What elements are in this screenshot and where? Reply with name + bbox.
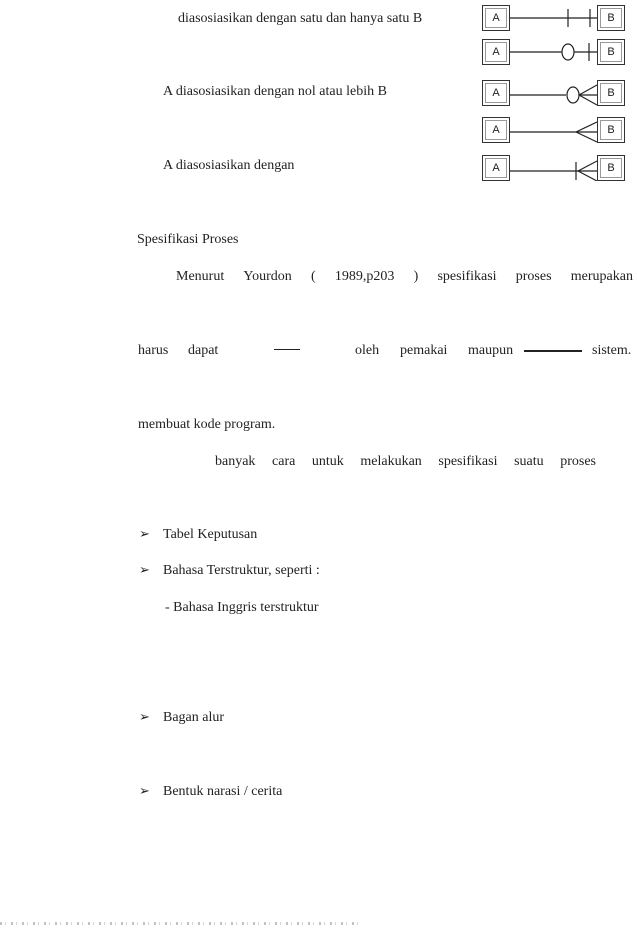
list-item-bagan-alur: Bagan alur — [163, 710, 225, 725]
word: spesifikasi — [437, 269, 497, 284]
word: dapat — [188, 343, 219, 358]
relation-text-one-one: diasosiasikan dengan satu dan hanya satu B — [178, 11, 423, 26]
word: sistem. — [592, 343, 632, 358]
entity-a-label: A — [492, 46, 500, 58]
many-connector — [510, 117, 597, 143]
word: spesifikasi — [438, 454, 498, 469]
entity-b-box — [597, 117, 625, 143]
entity-b-label: B — [607, 46, 615, 58]
entity-a-label: A — [492, 12, 500, 24]
word: pemakai — [400, 343, 448, 358]
entity-b-box — [597, 5, 625, 31]
relation-text-zero-many: A diasosiasikan dengan nol atau lebih B — [163, 84, 387, 99]
entity-b-box — [597, 39, 625, 65]
word: 1989,p203 — [334, 269, 395, 284]
word: banyak — [215, 454, 256, 469]
word: Menurut — [176, 269, 225, 284]
entity-a-box — [482, 5, 510, 31]
entity-a-box — [482, 80, 510, 106]
list-item-bahasa-terstruktur: Bahasa Terstruktur, seperti : — [163, 563, 320, 578]
paragraph-line-3: membuat kode program. — [138, 417, 276, 432]
word: cara — [272, 454, 296, 469]
entity-a-box — [482, 117, 510, 143]
entity-a-label: A — [492, 162, 500, 174]
entity-b-box — [597, 80, 625, 106]
entity-b-label: B — [607, 124, 615, 136]
section-heading: Spesifikasi Proses — [137, 232, 239, 247]
word: merupakan — [570, 269, 633, 284]
entity-a-box — [482, 155, 510, 181]
entity-b-box — [597, 155, 625, 181]
word: ( — [311, 269, 316, 284]
paragraph-line-1 — [176, 269, 633, 285]
word: oleh — [355, 343, 380, 358]
word: untuk — [311, 454, 344, 469]
arrow-bullet-icon: ➢ — [139, 527, 150, 542]
arrow-bullet-icon: ➢ — [139, 784, 150, 799]
scan-noise-strip — [0, 922, 360, 925]
long-dash-line — [524, 350, 582, 352]
one-and-only-one-connector — [510, 5, 597, 31]
paragraph-line-4 — [215, 454, 596, 470]
entity-b-label: B — [607, 12, 615, 24]
entity-a-label: A — [492, 124, 500, 136]
word: melakukan — [360, 454, 422, 469]
relation-text-one-many: A diasosiasikan dengan — [163, 158, 295, 173]
short-dash-line — [274, 349, 300, 350]
word: suatu — [514, 454, 544, 469]
zero-or-many-connector — [510, 80, 597, 106]
word: maupun — [468, 343, 514, 358]
list-item-tabel-keputusan: Tabel Keputusan — [163, 527, 258, 542]
word: proses — [560, 454, 596, 469]
entity-b-label: B — [607, 162, 615, 174]
entity-a-label: A — [492, 87, 500, 99]
zero-or-one-connector — [510, 39, 597, 65]
list-item-bentuk-narasi: Bentuk narasi / cerita — [163, 784, 283, 799]
one-or-many-connector — [510, 155, 597, 181]
arrow-bullet-icon: ➢ — [139, 710, 150, 725]
word: Yourdon — [243, 269, 292, 284]
sub-list-item-bahasa-inggris: - Bahasa Inggris terstruktur — [165, 600, 319, 615]
arrow-bullet-icon: ➢ — [139, 563, 150, 578]
entity-b-label: B — [607, 87, 615, 99]
word: proses — [515, 269, 552, 284]
entity-a-box — [482, 39, 510, 65]
word: harus — [138, 343, 169, 358]
word: ) — [413, 269, 419, 284]
